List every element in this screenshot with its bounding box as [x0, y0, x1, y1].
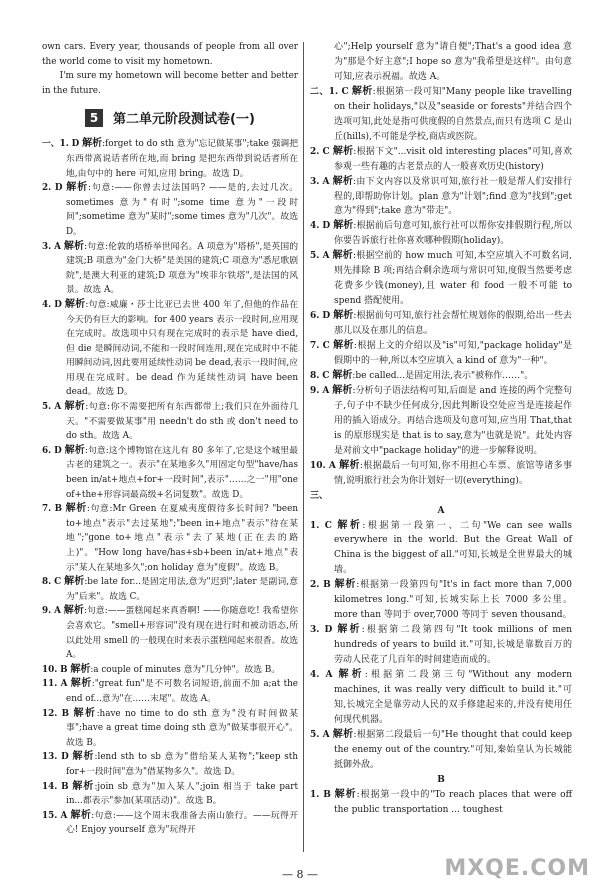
analysis-label: 解析	[334, 788, 357, 800]
item-number: 8.	[310, 370, 320, 381]
item-number: 7.	[42, 504, 52, 515]
analysis-label: 解析	[70, 663, 91, 675]
item-number: 4.	[310, 221, 320, 232]
analysis-text: :根据第二段第三句"Without any modern machines, it was really very difficult to build it."可知,长城完全是靠劳动人民的双手修建起来的,并没有使用任何现代机器。	[334, 670, 573, 725]
answer-letter: D	[71, 139, 80, 150]
item-number: 7.	[310, 341, 320, 352]
item-number: 3.	[310, 176, 320, 187]
analysis-label: 解析	[333, 340, 354, 352]
analysis-label: 解析	[64, 401, 86, 413]
item-number: 10.	[42, 664, 58, 675]
analysis-label: 解析	[332, 369, 353, 381]
section-3-answers	[310, 489, 572, 818]
analysis-label: 解析	[332, 145, 354, 157]
right-column	[310, 40, 572, 818]
answer-letter: D	[54, 299, 62, 310]
item-number: 2.	[310, 146, 320, 157]
analysis-label: 解析	[333, 310, 354, 322]
analysis-text: :根据前后句意可知,旅行社可以帮你安排假期行程,所以你要告诉旅行社你喜欢哪种假期(holiday)。	[334, 221, 572, 247]
answer-letter: A	[325, 670, 333, 681]
section-3-label: 三、	[310, 490, 329, 501]
answer-letter: B	[323, 789, 331, 800]
analysis-label: 解析	[82, 138, 103, 150]
item-number: 5.	[42, 402, 52, 413]
analysis-label: 解析	[332, 384, 353, 396]
answer-item	[310, 175, 572, 220]
answer-letter: D	[324, 625, 333, 636]
analysis-label: 解析	[338, 669, 365, 681]
answer-letter: C	[54, 577, 62, 588]
item-number: 11.	[42, 679, 58, 690]
answer-item	[42, 400, 298, 444]
item-number: 5.	[310, 729, 320, 740]
item-number: 15.	[42, 810, 58, 821]
answer-letter: A	[322, 729, 330, 740]
item-number: 10.	[310, 460, 326, 471]
answer-item	[310, 384, 572, 459]
answer-letter: D	[322, 221, 331, 232]
answer-letter: A	[328, 460, 336, 471]
analysis-text: :根据前句可知,旅行社会帮忙规划你的假期,给出一些去那儿以及在那儿的信息。	[334, 311, 572, 337]
answer-letter: C	[322, 341, 330, 352]
answer-item	[310, 459, 572, 489]
intro-paragraph-2: I'm sure my hometown will become better and better in the future.	[42, 71, 298, 96]
analysis-text: :be late for...是固定用法,意为"迟到";later 是副词,意为"后来"。故选 C。	[66, 577, 299, 602]
answer-item	[310, 369, 572, 384]
item-number: 1.	[328, 86, 339, 97]
item-number: 3.	[42, 241, 52, 252]
analysis-text: :根据空前的 how much 可知,本空应填入不可数名词,则先排除 B 项;再结合剩余选项与常识可知,度假当然要考虑花费多少钱(money),且 water 和 food 一般不可能 to spend 搭配使用。	[334, 251, 572, 307]
analysis-text: :句意:威廉・莎士比亚已去世 400 年了,但他的作品在今天仍有巨大的影响。for 400 years 表示一段时间,应用现在完成时。故选项中只有现在完成时的表示是 have died,但 die 是瞬间动词,不能和一段时间连用,现在完成时中不能用瞬间动词,因此要用延续性动词 be dead,表示一段时间,应用现在完成时。be dead 作为延续性动词 have been dead。故选 D。	[66, 299, 299, 398]
item-number: 4.	[42, 299, 52, 310]
analysis-label: 解析	[332, 250, 353, 262]
analysis-text: :句意:伦敦的塔桥举世闻名。A 项意为"塔桥",是英国的建筑;B 项意为"金门大桥"是美国的建筑;C 项意为"悉尼歌剧院",是澳大利亚的建筑;D 项意为"埃菲尔铁塔",是法国的风景。故选 A。	[66, 241, 299, 296]
answer-letter: B	[61, 708, 70, 719]
answer-item	[42, 575, 298, 604]
analysis-text: :根据第一段第一、二句"We can see walls everywhere in the world. But the Great Wall of China is the biggest of all."可知,长城是全世界最大的城墙。	[334, 520, 572, 576]
analysis-label: 解析	[339, 459, 360, 471]
analysis-text: :句意:Mr Green 在夏威夷度假待多长时间? "been to+地点"表示"去过某地";"been in+地点"表示"待在某地";"gone to+地点"表示"去了某地(正在去的路上)"。"How long have/has+sb+been in/at+地点"表示"某人在某地多久";on holiday 意为"度假"。故选 B。	[66, 504, 298, 573]
analysis-label: 解析	[337, 519, 363, 531]
answer-item	[310, 249, 572, 309]
analysis-text: :forget to do sth 意为"忘记做某事";take 强调把东西带离说话者所在地,而 bring 是把东西带到说话者所在地,由句中的 here 可知,应用 bring。故选 D。	[66, 139, 299, 179]
item-number: 4.	[310, 670, 320, 681]
answer-item	[42, 604, 298, 662]
analysis-text: :join sb 意为"加入某人";join 相当于 take part in...都表示"参加(某项活动)"。故选 B。	[66, 781, 299, 807]
analysis-label: 解析	[64, 576, 85, 588]
answer-letter: B	[323, 580, 331, 591]
answer-letter: C	[322, 146, 330, 157]
part-b-heading: B	[437, 774, 445, 785]
item-number: 14.	[42, 781, 58, 792]
answer-item	[310, 728, 572, 773]
analysis-text: :句意:这个博物馆在这儿有 80 多年了,它是这个城里最古老的建筑之一。表示"在某地多久"用固定句型"have/has been in/at+地点+for+一段时间",表示"……之一"用"one of+the+形容词最高级+名词复数"。故选 D。	[66, 445, 299, 500]
item-number: 13.	[42, 752, 58, 763]
answer-letter: A	[54, 241, 61, 252]
analysis-text: :由下文内容以及常识可知,旅行社一般是帮人们安排行程的,即帮助你计划。plan 意为"计划";find 意为"找到";get 意为"得到";take 意为"带走"。	[334, 176, 572, 217]
answer-letter: A	[60, 679, 68, 690]
item-number: 8.	[42, 577, 52, 588]
analysis-label: 解析	[351, 85, 373, 97]
answer-item	[42, 298, 298, 400]
answer-letter: C	[324, 520, 332, 531]
analysis-text: :根据第一段可知"Many people like travelling on their holidays,"以及"seaside or forests"并结合四个选项可知,此处是指可供度假的自然景点,而只有选项 C 是山丘(hills),不可能是学校,商店或医院。	[334, 86, 572, 142]
answer-item	[310, 623, 572, 668]
answer-letter: C	[341, 86, 349, 97]
analysis-text: :根据下文"...visit old interesting places"可知,喜欢参观一些有趣的古老景点的人一般喜欢历史(history)	[334, 146, 572, 172]
analysis-text: :根据最后一句可知,你不用担心车票、旅馆等诸多事情,说明旅行社会为你计划好一切(everything)。	[334, 460, 572, 486]
analysis-label: 解析	[63, 605, 84, 617]
answer-letter: A	[54, 402, 62, 413]
answer-item	[310, 145, 572, 175]
analysis-text: :根据第二段最后一句"He thought that could keep the enemy out of the country."可知,秦始皇认为长城能抵御外敌。	[334, 729, 572, 770]
part-a-heading: A	[437, 505, 445, 516]
analysis-label: 解析	[70, 809, 92, 821]
analysis-text: :根据第一段中的"To reach places that were off the public transportation ... toughest	[334, 789, 572, 815]
analysis-text: :根据第二段第四句"It took millions of men hundreds of years to build it."可知,长城是靠数百万的劳动人民花了几百年的时间建造而成的。	[334, 625, 572, 666]
answer-item	[42, 809, 298, 838]
page-number: — 8 —	[282, 868, 318, 881]
answer-letter: A	[54, 606, 61, 617]
answer-item	[42, 780, 298, 809]
answer-letter: A	[60, 810, 68, 821]
answer-item	[42, 240, 298, 298]
continued-explanation: 心";Help yourself 意为"请自便";That's a good idea 意为"那是个好主意";I hope so 意为"我希望是这样"。由句意可知,应表示祝福。故选 A。	[334, 42, 572, 82]
item-number: 3.	[310, 625, 320, 636]
left-column	[42, 40, 298, 838]
answer-item	[42, 181, 298, 239]
answer-item	[42, 663, 298, 678]
analysis-label: 解析	[334, 579, 357, 591]
item-number: 2.	[310, 580, 320, 591]
item-number: 1.	[310, 789, 320, 800]
analysis-text: :be called...是固定用法,表示"被称作……"。	[352, 370, 534, 381]
answer-item	[310, 668, 572, 728]
analysis-label: 解析	[64, 444, 85, 456]
answer-item	[42, 677, 298, 706]
item-number: 9.	[42, 606, 52, 617]
analysis-text: :a couple of minutes 意为"几分钟"。故选 B。	[90, 664, 281, 675]
answer-item	[42, 502, 298, 575]
column-divider	[303, 42, 304, 852]
analysis-label: 解析	[337, 624, 362, 636]
answer-letter: A	[322, 251, 330, 262]
analysis-text: :根据上文的介绍以及"is"可知,"package holiday"是假期中的一种,所以本空应填入 a kind of 意为"一种"。	[334, 341, 572, 367]
answer-letter: D	[54, 183, 63, 194]
section-label: 一、	[42, 139, 60, 150]
analysis-label: 解析	[72, 780, 95, 792]
answer-item	[42, 750, 298, 779]
unit-number-badge: 5	[85, 109, 103, 127]
analysis-label: 解析	[64, 298, 86, 310]
answer-letter: D	[61, 752, 69, 763]
analysis-label: 解析	[73, 707, 97, 719]
watermark-logo: MXQE.COM	[444, 856, 590, 881]
answer-letter: C	[322, 370, 330, 381]
answer-item	[310, 578, 572, 623]
item-number: 1.	[310, 520, 320, 531]
answer-letter: D	[322, 311, 331, 322]
answer-letter: A	[322, 176, 330, 187]
item-number: 6.	[310, 311, 320, 322]
answer-item	[42, 137, 298, 181]
answer-item	[42, 444, 298, 502]
section-1-answers	[42, 137, 298, 838]
analysis-label: 解析	[72, 751, 95, 763]
analysis-label: 解析	[65, 503, 87, 515]
section-label: 二、	[310, 86, 329, 97]
item-number: 6.	[42, 445, 52, 456]
analysis-label: 解析	[70, 678, 92, 690]
answer-item	[310, 85, 572, 145]
answer-letter: A	[322, 385, 330, 396]
item-number: 5.	[310, 251, 320, 262]
analysis-text: :分析句子语法结构可知,后面是 and 连接的两个完整句子,句子中不缺少任何成分,因此判断设空处应当是连接起作用的插入语成分。再结合选项及句意可知,应当用 That,that is 的原形现实是 that is to say,意为"也就是说"。此处内容是对前文中"package holiday"的进一步解释说明。	[334, 385, 572, 456]
answer-item	[310, 309, 572, 339]
answer-item	[310, 339, 572, 369]
analysis-label: 解析	[66, 182, 89, 194]
analysis-text: :句意:——蛋糕闻起来真香啊! ——你随意吃! 我希望你会喜欢它。"smell+形容词"没有现在进行时和被动语态,所以此处用 smell 的一般现在时来表示蛋糕闻起来很香。故选 A。	[66, 606, 299, 661]
answer-letter: B	[54, 504, 63, 515]
analysis-label: 解析	[333, 220, 354, 232]
answer-letter: D	[54, 445, 62, 456]
answer-item	[310, 219, 572, 249]
analysis-text: :have no time to do sth 意为"没有时间做某事";have a great time doing sth 意为"做某事很开心"。故选 B。	[66, 708, 299, 748]
answer-letter: B	[61, 781, 69, 792]
section-2-answers	[310, 85, 572, 489]
analysis-label: 解析	[332, 728, 354, 740]
answer-item	[310, 788, 572, 818]
unit-title: 第二单元阶段测试卷(一)	[113, 112, 255, 128]
intro-paragraph-1: own cars. Every year, thousands of people from all over the world come to visit my hometown.	[42, 42, 298, 67]
analysis-label: 解析	[63, 240, 85, 252]
analysis-text: :根据第一段第四句"It's in fact more than 7,000 kilometres long."可知,长城实际上长 7000 多公里。more than 等同于 over,7000 等同于 seven thousand。	[334, 580, 572, 621]
answer-letter: B	[60, 664, 68, 675]
analysis-label: 解析	[332, 175, 354, 187]
analysis-text: :句意:——这个周末我准备去南山旅行。——玩得开心! Enjoy yourself 意为"玩得开	[66, 810, 299, 836]
item-number: 12.	[42, 708, 58, 719]
analysis-text: :"great fun"是不可数名词短语,前面不加 a;at the end of...意为"在……末尾"。故选 A。	[66, 679, 299, 704]
unit-heading	[42, 108, 298, 127]
analysis-text: :句意:——你曾去过法国吗? ——是的,去过几次。sometimes 意为"有时";some time 意为"一段时间";sometime 意为"某时";some times 意为"几次"。故选 D。	[66, 183, 299, 237]
item-number: 9.	[310, 385, 320, 396]
item-number: 1.	[59, 139, 69, 150]
answer-item	[310, 519, 572, 579]
analysis-text: :lend sth to sb 意为"借给某人某物";"keep sth for+一段时间"意为"借某物多久"。故选 D。	[66, 752, 299, 777]
answer-item	[42, 707, 298, 751]
analysis-text: :句意:你不需要把所有东西都带上;我们只在外面待几天。"不需要做某事"用 needn't do sth 或 don't need to do sth。故选 A。	[66, 402, 299, 442]
item-number: 2.	[42, 183, 52, 194]
